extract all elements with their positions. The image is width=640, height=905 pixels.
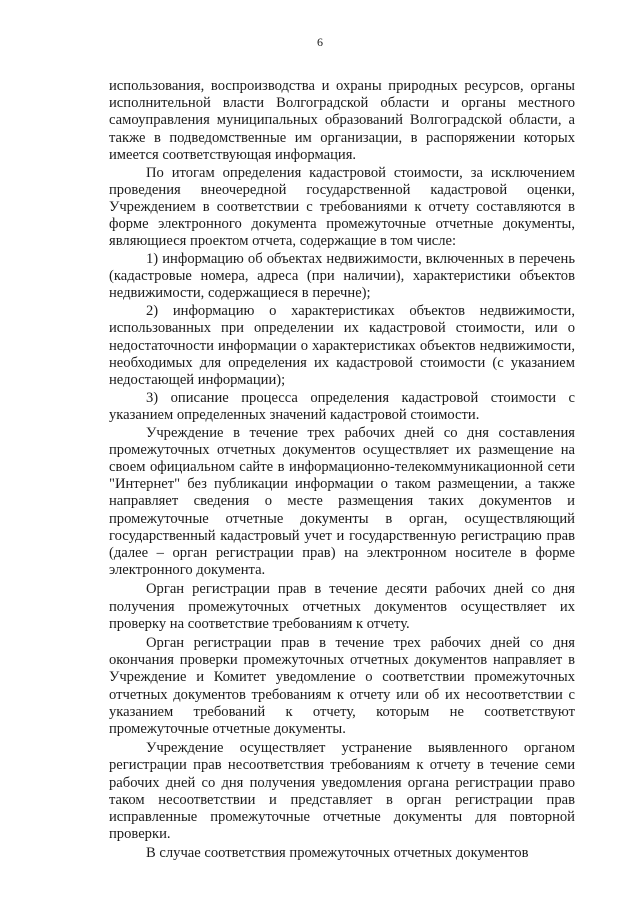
paragraph-5: 3) описание процесса определения кадастровой стоимости с указанием определенных значений кадастровой стоимости. (109, 389, 575, 423)
paragraph-4: 2) информацию о характеристиках объектов недвижимости, использованных при определении их кадастровой стоимости, или о недостаточности информации о характеристиках объектов недвижимости, необходимых для определения их кадастровой стоимости (с указанием недостающей информации); (109, 303, 575, 388)
paragraph-2: По итогам определения кадастровой стоимости, за исключением проведения внеочередной государственной кадастровой оценки, Учреждением в соответствии с требованиями к отчету составляются в форме электронного документа промежуточные отчетные документы, являющиеся проектом отчета, содержащие в том числе: (109, 164, 575, 250)
paragraph-3: 1) информацию об объектах недвижимости, включенных в перечень (кадастровые номера, адреса (при наличии), характеристики объектов недвижимости, содержащиеся в перечне); (109, 251, 575, 302)
paragraph-6: Учреждение в течение трех рабочих дней со дня составления промежуточных отчетных документов осуществляет их размещение на своем официальном сайте в информационно-телекоммуникационной сети "Интернет" без публикации информации о таком размещении, а также направляет сведения о месте размещения таких документов и промежуточные отчетные документы в орган, осуществляющий государственный кадастровый учет и государственную регистрацию прав (далее – орган регистрации прав) на электронном носителе в форме электронного документа. (109, 424, 575, 579)
paragraph-8: Орган регистрации прав в течение трех рабочих дней со дня окончания проверки промежуточных отчетных документов направляет в Учреждение и Комитет уведомление о соответствии промежуточных отчетных документов требованиям к отчету или об их несоответствии с указанием требований к отчету, которым не соответствуют промежуточные отчетные документы. (109, 635, 575, 738)
paragraph-10: В случае соответствия промежуточных отчетных документов (146, 845, 529, 862)
page-number: 6 (317, 35, 323, 49)
paragraph-1: использования, воспроизводства и охраны природных ресурсов, органы исполнительной власти Волгоградской области и органы местного самоуправления муниципальных образований Волгоградской области, а также в подведомственные им организации, в распоряжении которых имеется соответствующая информация. (109, 78, 575, 163)
document-body (109, 78, 575, 863)
paragraph-7: Орган регистрации прав в течение десяти рабочих дней со дня получения промежуточных отчетных документов осуществляет их проверку на соответствие требованиям к отчету. (109, 581, 575, 632)
paragraph-9: Учреждение осуществляет устранение выявленного органом регистрации прав несоответствия требованиям к отчету в течение семи рабочих дней со дня получения уведомления органа регистрации право таком несоответствии и представляет в орган регистрации прав исправленные промежуточные отчетные документы для повторной проверки. (109, 740, 575, 843)
